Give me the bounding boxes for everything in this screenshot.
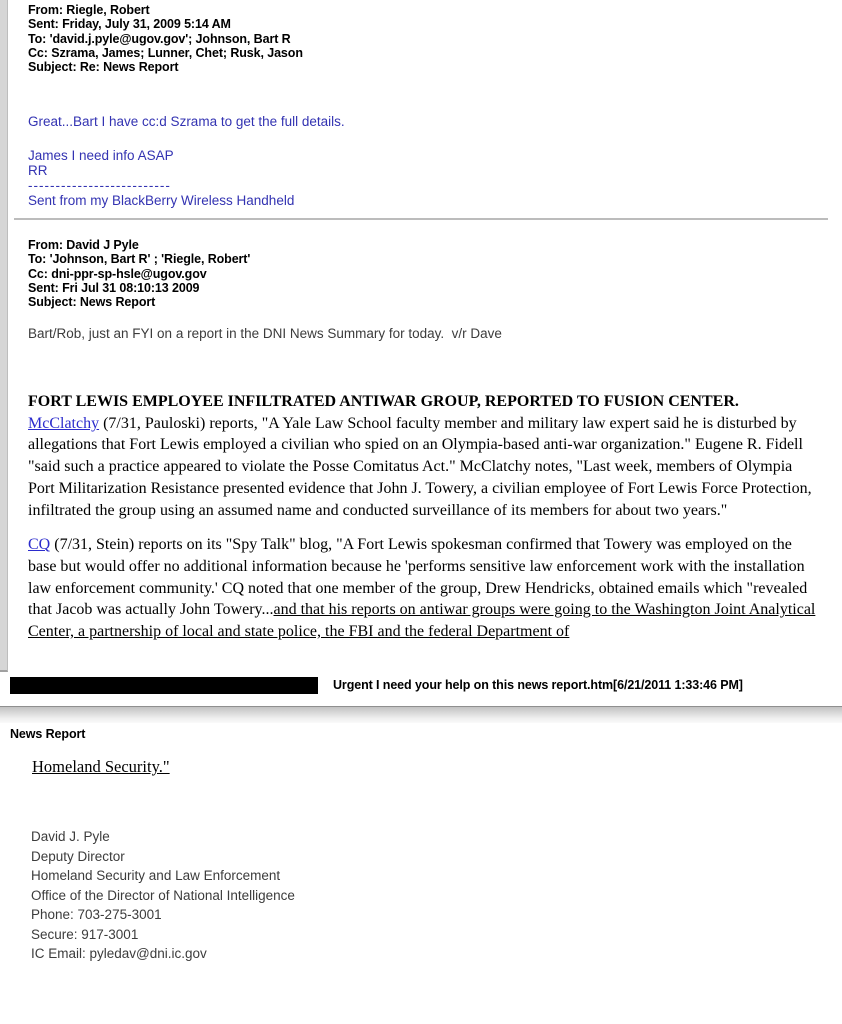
reply-message-body (28, 114, 345, 208)
header-sent-line: Sent: Friday, July 31, 2009 5:14 AM (28, 17, 231, 32)
article-paragraph-mcclatchy (28, 413, 820, 522)
header-cc-line: Cc: Szrama, James; Lunner, Chet; Rusk, Jason (28, 45, 303, 60)
message-intro-line: Bart/Rob, just an FYI on a report in the DNI News Summary for today. v/r Dave (28, 326, 502, 341)
sender-signature-block (31, 827, 295, 964)
article-paragraph-cq (28, 534, 820, 643)
signature-phone: Phone: 703-275-3001 (31, 907, 162, 922)
signature-name: David J. Pyle (31, 829, 110, 844)
reply-line: James I need info ASAP (28, 148, 174, 163)
article-continuation-text: Homeland Security." (32, 757, 170, 776)
blackberry-signature-line: Sent from my BlackBerry Wireless Handheld (28, 193, 295, 208)
cq-link[interactable]: CQ (28, 536, 51, 554)
paragraph-text: (7/31, Pauloski) reports, "A Yale Law School faculty member and military law expert said he is disturbed by allegations that Fort Lewis employed a civilian who spied on an Olympia-based anti-war organization." Eugene R. Fidell "said such a practice appeared to violate the Posse Comitatus Act." McClatchy notes, "Last week, members of Olympia Port Militarization Resistance presented evidence that John J. Towery, a civilian employee of Fort Lewis Force Protection, infiltrated the group using an assumed name and conducted surveillance of its members for about two years." (28, 414, 812, 519)
page-separator-band (0, 706, 842, 723)
page-edge-strip (0, 0, 8, 672)
paragraph-text: (7/31, Stein) reports on its "Spy Talk" blog, "A Fort Lewis spokesman confirmed that Towery was employed on the base but would offer no additional information because he 'performs sensitive law enforcement work with the installation law enforcement community.' CQ noted that one member of the group, Drew Hendricks, obtained emails which "revealed that Jacob was actually John Towery... (28, 536, 808, 619)
signature-title: Deputy Director (31, 848, 125, 864)
reply-line: RR (28, 163, 48, 178)
signature-separator-dashes: -------------------------- (28, 178, 171, 193)
header-to-line: To: 'david.j.pyle@ugov.gov'; Johnson, Bart R (28, 31, 291, 46)
email-header-reply (28, 3, 303, 74)
print-footer (0, 677, 842, 695)
header-sent-line: Sent: Fri Jul 31 08:10:13 2009 (28, 280, 200, 295)
message-divider-line (14, 218, 828, 220)
header-from-line: From: Riegle, Robert (28, 3, 150, 17)
signature-department: Homeland Security and Law Enforcement (31, 868, 281, 883)
header-to-line: To: 'Johnson, Bart R' ; 'Riegle, Robert' (28, 252, 251, 267)
header-subject-line: Subject: News Report (28, 295, 156, 310)
mcclatchy-link[interactable]: McClatchy (28, 414, 100, 432)
header-from-line: From: David J Pyle (28, 238, 139, 252)
blank-line (28, 129, 345, 148)
underlined-passage: and that his reports on antiwar groups were going to the Washington Joint Analytical Center, a partnership of local and state police, the FBI and the federal Department of (28, 601, 816, 641)
print-footer-filename: Urgent I need your help on this news report.htm[6/21/2011 1:33:46 PM] (333, 678, 743, 692)
header-cc-line: Cc: dni-ppr-sp-hsle@ugov.gov (28, 266, 207, 281)
signature-office: Office of the Director of National Intelligence (31, 887, 295, 903)
email-header-original (28, 238, 250, 309)
header-subject-line: Subject: Re: News Report (28, 60, 179, 75)
article-headline: FORT LEWIS EMPLOYEE INFILTRATED ANTIWAR GROUP, REPORTED TO FUSION CENTER. (28, 393, 739, 410)
news-article (28, 391, 820, 656)
signature-secure-phone: Secure: 917-3001 (31, 926, 139, 942)
redaction-bar (10, 677, 318, 694)
page2-running-header: News Report (10, 727, 86, 741)
reply-line: Great...Bart I have cc:d Szrama to get the full details. (28, 114, 345, 129)
signature-email: IC Email: pyledav@dni.ic.gov (31, 946, 207, 961)
